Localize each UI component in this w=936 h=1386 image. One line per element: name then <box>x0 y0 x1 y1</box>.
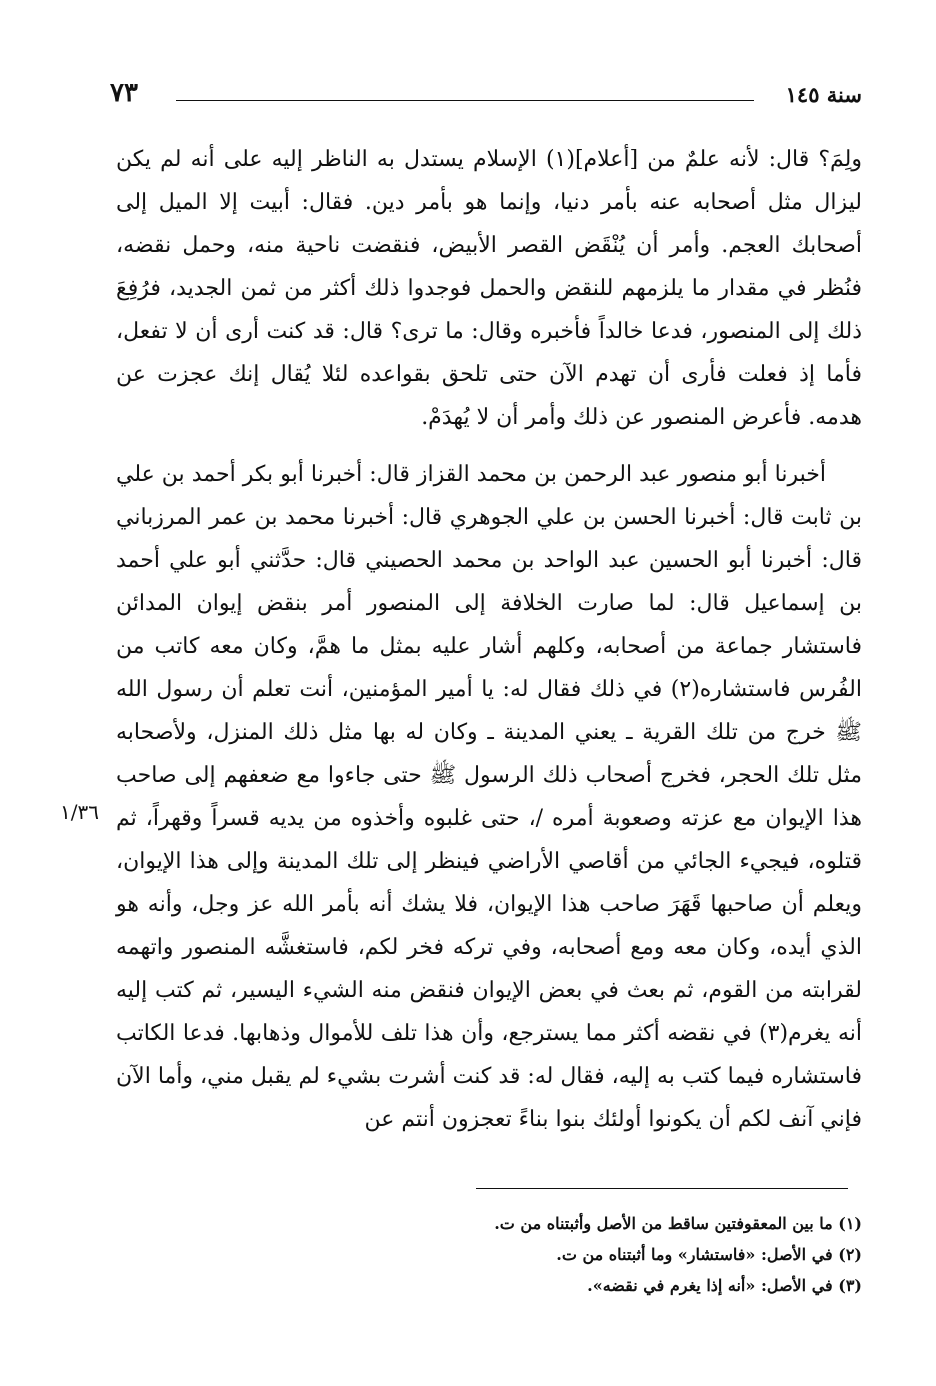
header-rule <box>176 100 754 101</box>
footnote-1: (١) ما بين المعقوفتين ساقط من الأصل وأثبتناه من ت. <box>494 1214 862 1233</box>
page-number: ٧٣ <box>110 78 138 108</box>
footnote-3: (٣) في الأصل: «أنه إذا يغرم في نقضه». <box>587 1276 862 1295</box>
paragraph-1: ولِمَ؟ قال: لأنه علمٌ من [أعلام](١) الإسلام يستدل به الناظر إليه على أنه لم يكن ليزال مثل أصحابه عنه بأمر دنيا، وإنما هو بأمر دين. فقال: أبيت إلا الميل إلى أصحابك العجم. وأمر أن يُنْقَض القصر الأبيض، فنقضت ناحية منه، وحمل نقضه، فنُظر في مقدار ما يلزمهم للنقض والحمل فوجدوا ذلك أكثر من ثمن الجديد، فرُفِعَ ذلك إلى المنصور، فدعا خالداً فأخبره وقال: ما ترى؟ قال: قد كنت أرى أن لا تفعل، فأما إذ فعلت فأرى أن تهدم الآن حتى تلحق بقواعده لئلا يُقال إنك عجزت عن هدمه. فأعرض المنصور عن ذلك وأمر أن لا يُهدَمْ. <box>116 147 862 430</box>
footnotes <box>116 1208 862 1301</box>
main-text <box>116 138 862 1141</box>
footnote-2: (٢) في الأصل: «فاستشار» وما أثبتناه من ت. <box>556 1245 862 1264</box>
margin-folio-note: ١/٣٦ <box>60 800 99 824</box>
footnote-rule <box>476 1188 848 1189</box>
running-head-year: سنة ١٤٥ <box>785 82 862 107</box>
paragraph-2: أخبرنا أبو منصور عبد الرحمن بن محمد القزاز قال: أخبرنا أبو بكر أحمد بن علي بن ثابت قال: أخبرنا الحسن بن علي الجوهري قال: أخبرنا محمد بن عمر المرزباني قال: أخبرنا أبو الحسين عبد الواحد بن محمد الحصيني قال: حدَّثني أبو علي أحمد بن إسماعيل قال: لما صارت الخلافة إلى المنصور أمر بنقض إيوان المدائن فاستشار جماعة من أصحابه، وكلهم أشار عليه بمثل ما همَّ، وكان معه كاتب من الفُرس فاستشاره(٢) في ذلك فقال له: يا أمير المؤمنين، أنت تعلم أن رسول الله ﷺ خرج من تلك القرية ـ يعني المدينة ـ وكان له بها مثل ذلك المنزل، ولأصحابه مثل تلك الحجر، فخرج أصحاب ذلك الرسول ﷺ حتى جاءوا مع ضعفهم إلى صاحب هذا الإيوان مع عزته وصعوبة أمره /، حتى غلبوه وأخذوه من يديه قسراً وقهراً، ثم قتلوه، فيجيء الجائي من أقاصي الأراضي فينظر إلى تلك المدينة وإلى هذا الإيوان، ويعلم أن صاحبها قَهَرَ صاحب هذا الإيوان، فلا يشك أنه بأمر الله عز وجل، وأنه هو الذي أيده، وكان معه ومع أصحابه، وفي تركه فخر لكم، فاستغشَّه المنصور واتهمه لقرابته من القوم، ثم بعث في بعض الإيوان فنقض منه الشيء اليسير، ثم كتب إليه أنه يغرم(٣) في نقضه أكثر مما يسترجع، وأن هذا تلف للأموال وذهابها. فدعا الكاتب فاستشاره فيما كتب به إليه، فقال له: قد كنت أشرت بشيء لم يقبل مني، وأما الآن فإني آنف لكم أن يكونوا أولئك بنوا بناءً تعجزون أنتم عن <box>116 462 863 1132</box>
running-header <box>110 78 862 118</box>
